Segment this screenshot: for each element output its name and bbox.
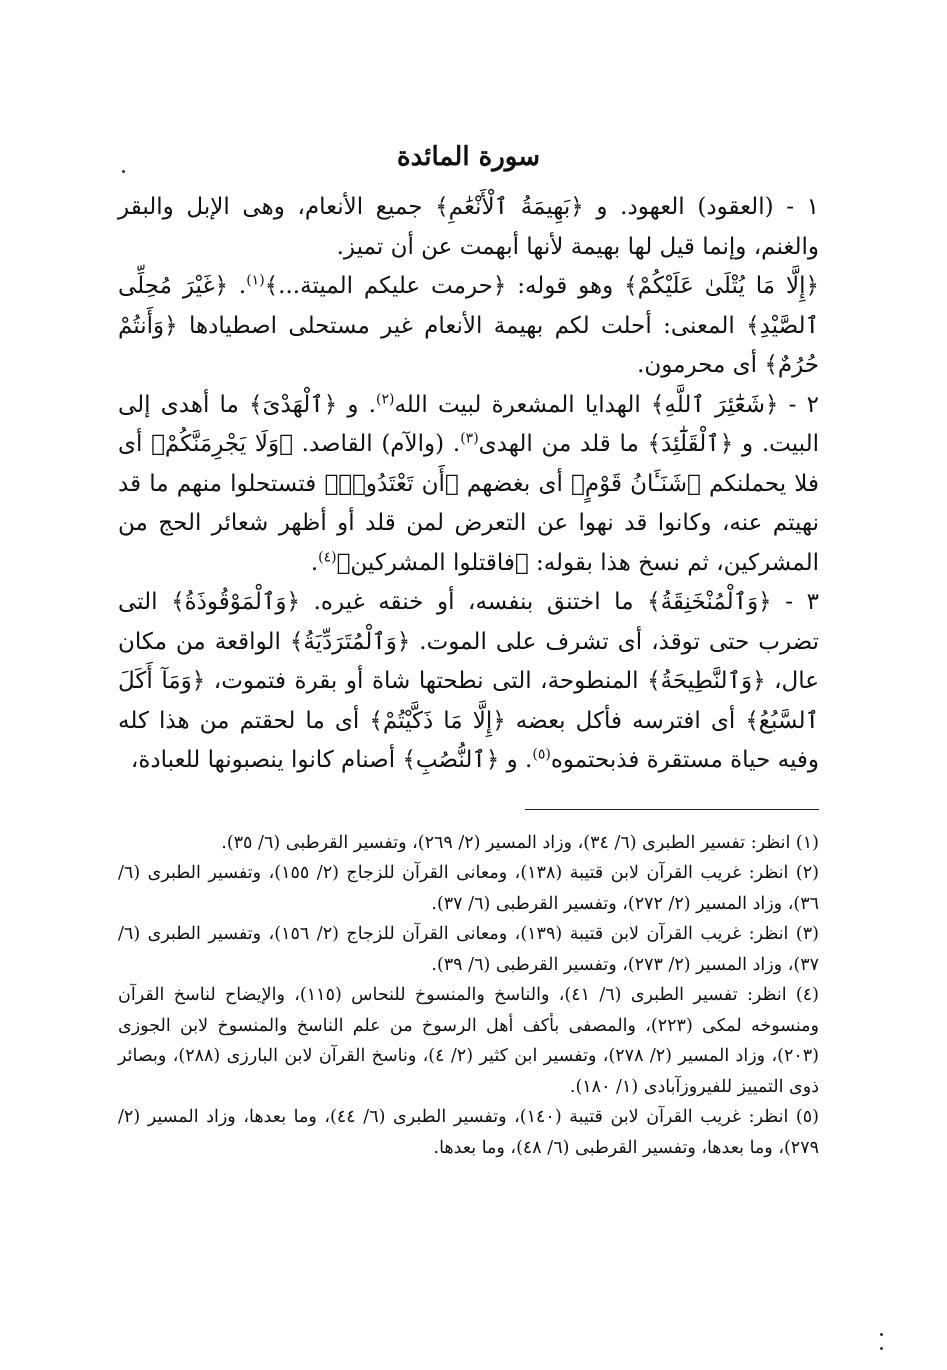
paragraph-verse-2 — [118, 386, 819, 584]
footnote-1: (١) انظر: تفسير الطبرى (٦/ ٣٤)، وزاد المسير (٢/ ٢٦٩)، وتفسير القرطبى (٦/ ٣٥). — [221, 832, 819, 853]
paragraph-text: . و ﴿ٱلْهَدْىَ﴾ ما أهدى إلى البيت. و ﴿ٱلْقَلَٰٓئِدَ﴾ ما قلد من الهدى — [118, 391, 819, 457]
paragraph-verse-1-cont — [118, 267, 819, 386]
footnote-ref-1[interactable]: (١) — [246, 272, 265, 289]
footnote-4: (٤) انظر: تفسير الطبرى (٦/ ٤١)، والناسخ والمنسوخ للنحاس (١١٥)، والإيضاح لناسخ القرآن ومنسوخه لمكى (٢٢٣)، والمصفى بأكف أهل الرسوخ من علم الناسخ والمنسوخ لابن الجوزى (٢٠٣)، وزاد المسير (٢/ ٢٧٨)، وتفسير ابن كثير (٢/ ٤)، وناسخ القرآن لابن البارزى (٢٨٨)، وبصائر ذوى التمييز للفيروزآبادى (١/ ١٨٠). — [118, 985, 819, 1097]
surah-title: سورة المائدة — [396, 142, 541, 172]
main-text — [118, 188, 819, 781]
paragraph-text: . (والآم) القاصد. ﴿وَلَا يَجْرِمَنَّكُمْ﴾ أى فلا يحملنكم ﴿شَنَـَٔانُ قَوْمٍ﴾ أى بغضهم ﴿أَن تَعْتَدُوا۟﴾ فتستحلوا منهم ما قد نهيتم عنه، وكانوا قد نهوا عن التعرض لمن قلد أو أظهر شعائر الحج من المشركين، ثم نسخ هذا بقوله: ﴿فاقتلوا المشركين﴾ — [118, 431, 819, 576]
stray-dot-top — [122, 170, 125, 173]
paragraph-text: ٢ - ﴿شَعَٰٓئِرَ ٱللَّهِ﴾ الهدايا المشعرة لبيت الله — [394, 391, 819, 418]
paragraph-verse-1 — [118, 188, 819, 267]
footnote-5: (٥) انظر: غريب القرآن لابن قتيبة (١٤٠)، وتفسير الطبرى (٦/ ٤٤)، وما بعدها، وزاد المسير (٢/ ٢٧٩)، وما بعدها، وتفسير القرطبى (٦/ ٤٨)، وما بعدها. — [118, 1107, 819, 1158]
footnote-ref-4[interactable]: (٤) — [318, 548, 337, 565]
stray-dot-bottom-2 — [880, 1347, 883, 1350]
paragraph-text: ١ - (العقود) العهود. و ﴿بَهِيمَةُ ٱلْأَنْعَٰمِ﴾ جميع الأنعام، وهى الإبل والبقر والغنم، وإنما قيل لها بهيمة لأنها أبهمت عن أن تميز. — [118, 194, 819, 260]
footnote-ref-3[interactable]: (٣) — [460, 430, 479, 447]
paragraph-text: ٣ - ﴿وَٱلْمُنْخَنِقَةُ﴾ ما اختنق بنفسه، أو خنقه غيره. ﴿وَٱلْمَوْقُوذَةُ﴾ التى تضرب حتى توقذ، أى تشرف على الموت. ﴿وَٱلْمُتَرَدِّيَةُ﴾ الواقعة من مكان عال، ﴿وَٱلنَّطِيحَةُ﴾ المنطوحة، التى نطحتها شاة أو بقرة فتموت، ﴿وَمَآ أَكَلَ ٱلسَّبُعُ﴾ أى افترسه فأكل بعضه ﴿إِلَّا مَا ذَكَّيْتُمْ﴾ أى ما لحقتم من هذا كله وفيه حياة مستقرة فذبحتموه — [118, 589, 819, 773]
footnote-ref-5[interactable]: (٥) — [532, 746, 551, 763]
paragraph-text: ﴿إِلَّا مَا يُتْلَىٰ عَلَيْكُمْ﴾ وهو قوله: ﴿حرمت عليكم الميتة...﴾ — [264, 273, 819, 299]
paragraph-text: . و ﴿ٱلنُّصُبِ﴾ أصنام كانوا ينصبونها للعبادة، — [130, 747, 533, 773]
paragraph-verse-3 — [118, 583, 819, 781]
footnote-2: (٢) انظر: غريب القرآن لابن قتيبة (١٣٨)، ومعانى القرآن للزجاج (٢/ ١٥٥)، وتفسير الطبرى (٦/ ٣٦)، وزاد المسير (٢/ ٢٧٢)، وتفسير القرطبى (٦/ ٣٧). — [118, 863, 819, 914]
footnote-3: (٣) انظر: غريب القرآن لابن قتيبة (١٣٩)، ومعانى القرآن للزجاج (٢/ ١٥٦)، وتفسير الطبرى (٦/ ٣٧)، وزاد المسير (٢/ ٢٧٣)، وتفسير القرطبى (٦/ ٣٩). — [118, 924, 819, 975]
footnote-divider — [525, 809, 819, 810]
stray-dot-bottom — [880, 1333, 883, 1336]
paragraph-text: . ﴿غَيْرَ مُحِلِّى ٱلصَّيْدِ﴾ المعنى: أحلت لكم بهيمة الأنعام غير مستحلى اصطيادها ﴿وَأَنتُمْ حُرُمٌ﴾ أى محرمون. — [118, 273, 819, 378]
footnote-ref-2[interactable]: (٢) — [375, 390, 395, 407]
footnotes-section — [118, 828, 819, 1164]
paragraph-text: . — [310, 549, 319, 576]
